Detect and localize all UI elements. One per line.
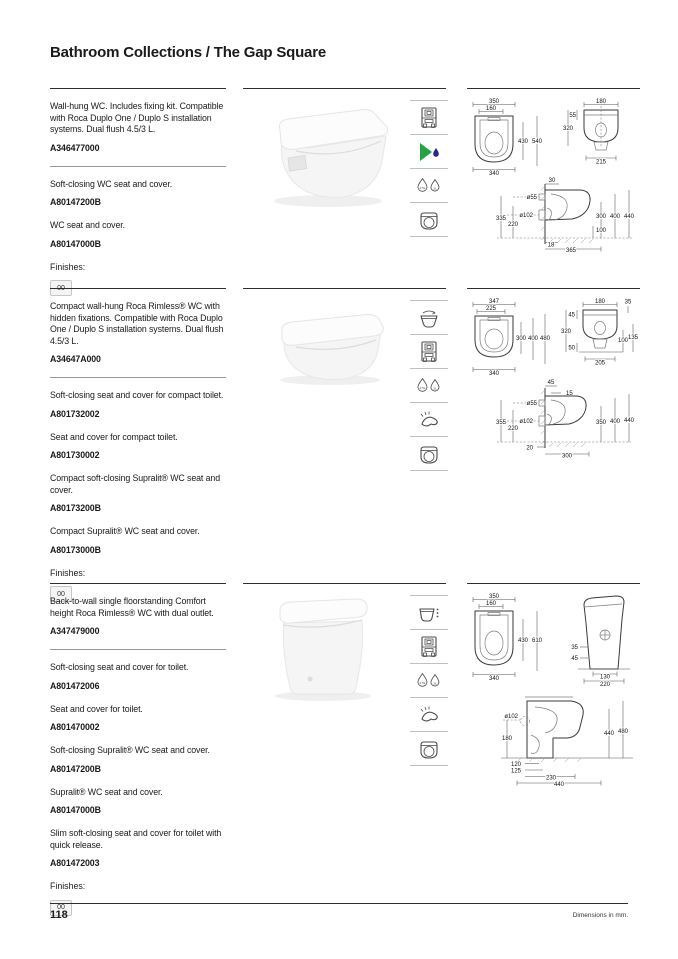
dim-label: ø55 bbox=[526, 195, 537, 201]
dim-label: 45 bbox=[571, 656, 578, 662]
rule bbox=[243, 88, 446, 89]
feature-icon-column bbox=[410, 300, 448, 471]
flush-half-label: 3L bbox=[433, 680, 437, 685]
dim-label: 225 bbox=[485, 306, 497, 312]
product-code: A801470002 bbox=[50, 722, 100, 732]
dim-label: 335 bbox=[495, 216, 507, 222]
product-description: Supralit® WC seat and cover. bbox=[50, 786, 163, 797]
dim-label: 120 bbox=[510, 762, 521, 768]
wall-hung-wc-icon bbox=[417, 737, 441, 761]
divider bbox=[50, 377, 226, 378]
dim-label: 480 bbox=[539, 336, 551, 342]
product-description: Compact Supralit® WC seat and cover. bbox=[50, 526, 200, 536]
icon-cell bbox=[410, 203, 448, 237]
product-description: Wall-hung WC. Includes fixing kit. Compatible with Roca Duplo One / Duplo S installation systems. Dual flush 4.5/3 L. bbox=[50, 101, 224, 134]
dim-label: 340 bbox=[488, 371, 500, 377]
product-code: A80147000B bbox=[50, 805, 101, 815]
drawing-side-section bbox=[467, 176, 640, 254]
dim-label: 350 bbox=[488, 594, 500, 600]
dim-label: 320 bbox=[560, 329, 572, 335]
easy-clean-hand-icon bbox=[417, 408, 441, 432]
icon-cell bbox=[410, 698, 448, 732]
product-code: A801472003 bbox=[50, 858, 100, 868]
product-photo-wall-hung-wc bbox=[248, 98, 400, 213]
feature-icon-column bbox=[410, 595, 448, 766]
icon-cell bbox=[410, 595, 448, 630]
dual-flush-icon bbox=[416, 672, 442, 690]
rule bbox=[50, 88, 226, 89]
dim-label: 300 bbox=[561, 453, 573, 460]
product-description: Back-to-wall single floorstanding Comfort height Roca Rimless® WC with dual outlet. bbox=[50, 596, 214, 618]
dim-label: ø102 bbox=[519, 419, 533, 425]
page-number: 118 bbox=[50, 909, 68, 921]
product-code: A34647A000 bbox=[50, 354, 101, 364]
flush-half-label: 3L bbox=[433, 185, 437, 190]
product-description: Seat and cover for toilet. bbox=[50, 703, 143, 714]
finishes-label: Finishes: bbox=[50, 881, 86, 891]
product-description: Seat and cover for compact toilet. bbox=[50, 431, 178, 442]
product-description: Compact wall-hung Roca Rimless® WC with hidden fixations. Compatible with Roca Duplo One / Duplo S installation systems. Dual flush 4.5/3 L. bbox=[50, 301, 224, 346]
icon-cell bbox=[410, 437, 448, 471]
dim-label: 20 bbox=[526, 445, 533, 452]
dim-label: 440 bbox=[553, 782, 565, 787]
wall-hung-wc-icon bbox=[417, 442, 441, 466]
product-code: A80147200B bbox=[50, 197, 101, 207]
dim-label: 365 bbox=[565, 248, 577, 254]
feature-icon-column bbox=[410, 100, 448, 237]
dim-label: 45 bbox=[568, 312, 575, 319]
footer-rule bbox=[50, 903, 628, 904]
dim-label: 205 bbox=[594, 360, 606, 367]
icon-cell bbox=[410, 369, 448, 403]
technical-drawings bbox=[467, 96, 640, 259]
dim-label: 100 bbox=[596, 228, 607, 234]
section-wall-hung-wc bbox=[0, 88, 678, 288]
dim-label: 610 bbox=[531, 638, 543, 644]
dim-label: 100 bbox=[617, 338, 629, 344]
dim-label: 15 bbox=[566, 391, 573, 397]
product-code: A801472006 bbox=[50, 680, 100, 691]
dim-label: 135 bbox=[627, 335, 639, 341]
dim-label: 125 bbox=[510, 768, 521, 775]
technical-drawings bbox=[467, 296, 640, 467]
dim-label: 45 bbox=[547, 380, 555, 386]
drawing-front-view bbox=[560, 96, 640, 174]
dim-label: ø55 bbox=[526, 401, 537, 407]
dim-label: 35 bbox=[624, 299, 632, 306]
flush-full-label: 4.5L bbox=[419, 185, 426, 190]
drawing-front-view bbox=[555, 296, 640, 378]
dim-label: 300 bbox=[595, 214, 607, 220]
rule bbox=[467, 88, 640, 89]
product-description: Soft-closing Supralit® WC seat and cover. bbox=[50, 745, 210, 755]
icon-cell bbox=[410, 135, 448, 169]
dim-label: 180 bbox=[595, 99, 607, 105]
product-photo-floorstanding-wc bbox=[252, 591, 394, 703]
finishes-label: Finishes: bbox=[50, 567, 86, 578]
section-floorstanding-wc bbox=[0, 583, 678, 911]
duplo-installation-frame-icon bbox=[417, 106, 441, 130]
icon-cell bbox=[410, 169, 448, 203]
dim-label: 300 bbox=[515, 336, 527, 342]
dim-label: 355 bbox=[495, 420, 507, 426]
page-title: Bathroom Collections / The Gap Square bbox=[50, 44, 326, 61]
dim-label: 347 bbox=[488, 299, 500, 305]
dim-label: 180 bbox=[594, 299, 606, 305]
dim-label: 480 bbox=[617, 729, 629, 735]
dual-flush-icon bbox=[416, 377, 442, 395]
product-code: A80147200B bbox=[50, 763, 101, 774]
dim-label: 350 bbox=[488, 99, 500, 105]
product-code: A347479000 bbox=[50, 626, 100, 636]
product-description: Compact soft-closing Supralit® WC seat and cover. bbox=[50, 473, 220, 495]
dim-label: 55 bbox=[569, 113, 576, 119]
dual-outlet-bowl-icon bbox=[417, 601, 441, 625]
dim-label: 440 bbox=[623, 214, 635, 220]
dim-label: 230 bbox=[545, 775, 557, 782]
product-description: Soft-closing seat and cover for toilet. bbox=[50, 662, 189, 672]
product-photo-compact-wall-hung-wc bbox=[262, 300, 400, 388]
product-code: A80173200B bbox=[50, 503, 101, 513]
dim-label: 160 bbox=[485, 601, 497, 607]
flush-full-label: 4.5L bbox=[419, 680, 426, 685]
icon-cell bbox=[410, 100, 448, 135]
rimless-bowl-icon bbox=[417, 306, 441, 330]
drawing-plan-view bbox=[467, 96, 555, 176]
dim-label: 320 bbox=[562, 126, 574, 132]
drawing-side-profile bbox=[568, 591, 640, 687]
dimensions-note: Dimensions in mm. bbox=[572, 912, 628, 919]
product-code: A346477000 bbox=[50, 142, 100, 153]
product-code: A801730002 bbox=[50, 450, 100, 460]
divider bbox=[50, 166, 226, 167]
rule bbox=[243, 583, 446, 584]
dim-label: 180 bbox=[501, 736, 513, 742]
dim-label: ø102 bbox=[504, 714, 518, 720]
dim-label: 160 bbox=[485, 106, 497, 112]
dim-label: 400 bbox=[609, 419, 621, 425]
drawing-side-section bbox=[467, 378, 640, 462]
product-text-column bbox=[50, 101, 230, 296]
flush-half-label: 3L bbox=[433, 385, 437, 390]
product-description: Slim soft-closing seat and cover for toilet with quick release. bbox=[50, 828, 222, 850]
finish-code-badge: 00 bbox=[50, 900, 72, 916]
dim-label: ø102 bbox=[519, 213, 533, 219]
rule bbox=[50, 288, 226, 289]
product-description: Soft-closing WC seat and cover. bbox=[50, 178, 173, 189]
dim-label: 35 bbox=[571, 645, 578, 651]
finishes-label: Finishes: bbox=[50, 261, 86, 272]
icon-cell bbox=[410, 403, 448, 437]
icon-cell bbox=[410, 630, 448, 664]
product-description: Soft-closing seat and cover for compact toilet. bbox=[50, 390, 224, 400]
eco-water-saving-icon bbox=[417, 141, 441, 163]
dim-label: 340 bbox=[488, 171, 500, 176]
easy-clean-hand-icon bbox=[417, 703, 441, 727]
icon-cell bbox=[410, 664, 448, 698]
icon-cell bbox=[410, 300, 448, 335]
drawing-plan-view bbox=[467, 296, 555, 378]
product-code: A80147000B bbox=[50, 238, 101, 249]
drawing-side-section bbox=[467, 687, 640, 787]
product-text-column bbox=[50, 596, 230, 916]
product-description: WC seat and cover. bbox=[50, 220, 125, 230]
dim-label: 440 bbox=[603, 731, 615, 737]
rule bbox=[243, 288, 446, 289]
flush-full-label: 4.5L bbox=[419, 385, 426, 390]
rule bbox=[467, 288, 640, 289]
dim-label: 220 bbox=[599, 682, 611, 687]
dim-label: 350 bbox=[595, 420, 607, 426]
drawing-plan-view bbox=[467, 591, 555, 683]
icon-cell bbox=[410, 732, 448, 766]
rule bbox=[467, 583, 640, 584]
dim-label: 540 bbox=[531, 139, 543, 145]
dim-label: 220 bbox=[507, 222, 519, 228]
wall-hung-wc-icon bbox=[417, 208, 441, 232]
dim-label: 220 bbox=[507, 426, 519, 432]
dim-label: 215 bbox=[595, 159, 607, 166]
dim-label: 440 bbox=[623, 418, 635, 424]
divider bbox=[50, 649, 226, 650]
dim-label: 400 bbox=[527, 336, 539, 342]
dim-label: 30 bbox=[548, 178, 556, 184]
product-code: A801732002 bbox=[50, 408, 100, 419]
icon-cell bbox=[410, 335, 448, 369]
dim-label: 400 bbox=[609, 214, 621, 220]
dim-label: 430 bbox=[517, 139, 529, 145]
dual-flush-icon bbox=[416, 177, 442, 195]
dim-label: 430 bbox=[517, 638, 529, 644]
duplo-installation-frame-icon bbox=[417, 635, 441, 659]
finish-code-badge: 00 bbox=[50, 586, 72, 602]
dim-label: 340 bbox=[488, 676, 500, 682]
technical-drawings bbox=[467, 591, 640, 792]
duplo-installation-frame-icon bbox=[417, 340, 441, 364]
dim-label: 18 bbox=[547, 242, 555, 249]
section-compact-wall-hung-wc bbox=[0, 288, 678, 598]
product-text-column bbox=[50, 301, 230, 602]
product-code: A80173000B bbox=[50, 544, 101, 555]
rule bbox=[50, 583, 226, 584]
dim-label: 130 bbox=[599, 674, 611, 681]
dim-label: 50 bbox=[568, 345, 575, 352]
